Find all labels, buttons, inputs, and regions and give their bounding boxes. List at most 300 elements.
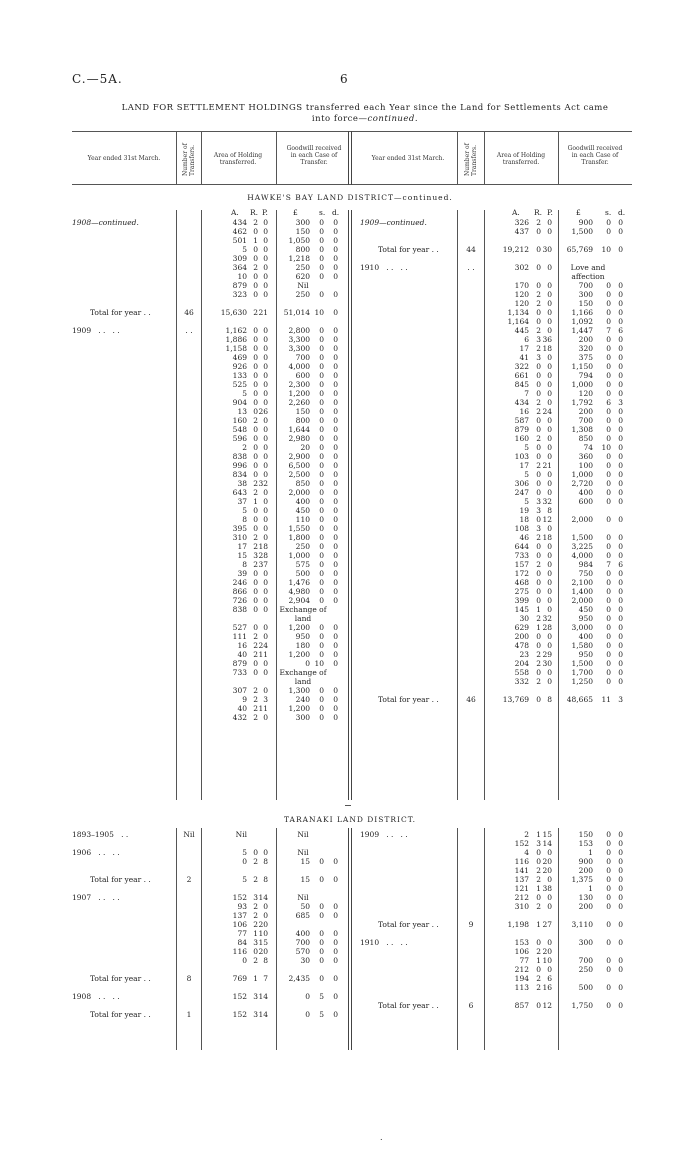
hb-right-cell-area-a: 30 xyxy=(519,614,529,623)
vrule-h2 xyxy=(201,131,202,185)
hb-left-cell-goodwill-pounds: 6,500 xyxy=(288,461,310,470)
col-header-number-left: Number of Transfers. xyxy=(182,143,196,177)
hb-left-cell-goodwill-pounds: 500 xyxy=(295,569,310,578)
hb-right-cell-area-p: 0 xyxy=(547,578,552,587)
tk-left-cell-area-r: 2 xyxy=(253,956,258,965)
hb-left-cell-area-r: 0 xyxy=(253,461,258,470)
hb-left-cell-area-a: 996 xyxy=(232,461,247,470)
tk-left-cell-area-r: 0 xyxy=(253,848,258,857)
tk-left-cell-goodwill-d: 0 xyxy=(333,1010,338,1019)
hb-right-cell-goodwill-d: 0 xyxy=(618,533,623,542)
tk-right-cell-goodwill-d: 0 xyxy=(618,902,623,911)
tk-right-cell-area-p: 20 xyxy=(542,857,552,866)
hb-left-cell-area-a: 15 xyxy=(237,551,247,560)
hb-left-cell-area-a: 838 xyxy=(232,452,247,461)
tk-left-cell-goodwill-s: 0 xyxy=(319,974,324,983)
hb-right-cell-area-r: 0 xyxy=(536,263,541,272)
hb-left-cell-area-r: 0 xyxy=(253,389,258,398)
hb-right-cell-area-a: 399 xyxy=(514,596,529,605)
tk-right-cell-area-p: 0 xyxy=(547,848,552,857)
tk-right-cell-goodwill-d: 0 xyxy=(618,866,623,875)
tk-left-cell-area-p: 7 xyxy=(263,974,268,983)
hb-right-cell-goodwill-s: 0 xyxy=(606,335,611,344)
hb-left-cell-goodwill-d: 0 xyxy=(333,308,338,317)
tk-right-cell-goodwill-s: 0 xyxy=(606,884,611,893)
hb-left-cell-area-p: 0 xyxy=(263,362,268,371)
hb-right-cell-goodwill-d: 0 xyxy=(618,542,623,551)
hb-left-cell-area-a: 527 xyxy=(232,623,247,632)
hb-left-cell-goodwill-d: 0 xyxy=(333,452,338,461)
hb-right-cell-goodwill-pounds: 1,500 xyxy=(571,533,593,542)
hb-left-cell-area-p: 0 xyxy=(263,389,268,398)
hb-right-cell-goodwill-s: 0 xyxy=(606,497,611,506)
hb-right-cell-area-a: 879 xyxy=(514,425,529,434)
hb-right-cell-area-p: 8 xyxy=(547,695,552,704)
hb-right-cell-goodwill-s: 0 xyxy=(606,569,611,578)
tk-left-cell-area-a: 152 xyxy=(232,992,247,1001)
hb-right-cell-goodwill-d: 0 xyxy=(618,227,623,236)
tk-left-cell-goodwill-pounds: Nil xyxy=(297,848,309,857)
tk-right-cell-area-a: 141 xyxy=(514,866,529,875)
tk-left-cell-area-r: 2 xyxy=(253,857,258,866)
hb-left-cell-goodwill-pounds: 250 xyxy=(295,542,310,551)
hb-left-cell-area-a: 309 xyxy=(232,254,247,263)
hb-right-cell-area-a: 5 xyxy=(524,497,529,506)
hb-right-cell-area-r: 0 xyxy=(536,443,541,452)
tk-left-cell-area-p: 8 xyxy=(263,956,268,965)
hb-left-cell-area-p: 0 xyxy=(263,713,268,722)
hb-right-cell-goodwill-d: 0 xyxy=(618,434,623,443)
hb-left-cell-goodwill-pounds: 1,050 xyxy=(288,236,310,245)
tk-right-cell-goodwill-pounds: 153 xyxy=(578,839,593,848)
hb-left-cell-goodwill-s: 0 xyxy=(319,227,324,236)
hb-right-cell-goodwill-d: 0 xyxy=(618,668,623,677)
hb-left-cell-goodwill-s: 0 xyxy=(319,263,324,272)
hb-left-cell-area-a: 904 xyxy=(232,398,247,407)
tk-right-cell-area-p: 14 xyxy=(542,839,552,848)
hb-right-cell-goodwill-pounds: 1,792 xyxy=(571,398,593,407)
hb-left-cell-goodwill-s: 0 xyxy=(319,713,324,722)
hb-right-cell-goodwill-s: 0 xyxy=(606,362,611,371)
hb-left-cell-goodwill-pounds: Exchange of xyxy=(279,668,327,677)
hb-left-cell-goodwill-s: 0 xyxy=(319,569,324,578)
hb-left-cell-area-a: 40 xyxy=(237,650,247,659)
tk-right-cell-goodwill-d: 0 xyxy=(618,956,623,965)
hb-right-cell-area-a: 41 xyxy=(519,353,529,362)
hb-left-cell-goodwill-d: 0 xyxy=(333,245,338,254)
tk-right-cell-goodwill-s: 0 xyxy=(606,965,611,974)
section-hawkes-bay: HAWKE'S BAY LAND DISTRICT—continued. xyxy=(247,193,453,202)
unit-r-r: R. xyxy=(534,208,543,217)
hb-right-cell-goodwill-s: 0 xyxy=(606,344,611,353)
tk-left-cell-label: 1906 . . . . xyxy=(72,848,120,857)
hb-left-cell-area-a: 364 xyxy=(232,263,247,272)
hb-right-cell-goodwill-pounds: 74 xyxy=(583,443,593,452)
hb-left-cell-area-a: 643 xyxy=(232,488,247,497)
tk-left-cell-area-r: 1 xyxy=(253,974,258,983)
hb-left-cell-area-p: 0 xyxy=(263,461,268,470)
hb-right-cell-transfers: 44 xyxy=(466,245,476,254)
hb-right-cell-area-a: 172 xyxy=(514,569,529,578)
hb-left-cell-goodwill-pounds: 150 xyxy=(295,227,310,236)
hb-right-cell-goodwill-d: 3 xyxy=(618,695,623,704)
hb-left-cell-goodwill-s: 0 xyxy=(319,704,324,713)
hb-left-cell-goodwill-d: 0 xyxy=(333,704,338,713)
hb-left-cell-area-p: 0 xyxy=(263,263,268,272)
hb-right-cell-area-a: 661 xyxy=(514,371,529,380)
hb-right-cell-goodwill-d: 0 xyxy=(618,587,623,596)
hb-left-cell-area-r: 0 xyxy=(253,434,258,443)
hb-right-cell-goodwill-pounds: 2,000 xyxy=(571,515,593,524)
hb-right-cell-area-a: 16 xyxy=(519,407,529,416)
hb-right-cell-area-p: 0 xyxy=(547,263,552,272)
hb-left-cell-area-r: 0 xyxy=(253,605,258,614)
hb-right-cell-area-r: 0 xyxy=(536,479,541,488)
tk-left-cell-area-r: 1 xyxy=(253,929,258,938)
hb-left-cell-area-r: 0 xyxy=(253,569,258,578)
hb-left-cell-goodwill-d: 0 xyxy=(333,686,338,695)
vrule-h-center xyxy=(348,131,352,185)
tk-right-cell-area-r: 0 xyxy=(536,857,541,866)
hb-left-cell-area-a: 434 xyxy=(232,218,247,227)
hb-left-cell-area-p: 0 xyxy=(263,416,268,425)
hb-right-cell-goodwill-d: 0 xyxy=(618,443,623,452)
page-mark: . xyxy=(380,1133,383,1142)
tk-right-cell-area-a: 153 xyxy=(514,938,529,947)
tk-right-cell-label: Total for year . . xyxy=(378,1001,439,1010)
hb-right-cell-area-r: 2 xyxy=(536,461,541,470)
vrule-b5 xyxy=(484,210,485,800)
hb-left-cell-area-a: 5 xyxy=(242,245,247,254)
hb-right-cell-area-p: 0 xyxy=(547,551,552,560)
hb-left-cell-area-p: 0 xyxy=(263,659,268,668)
tk-right-cell-area-a: 77 xyxy=(519,956,529,965)
hb-right-cell-area-r: 0 xyxy=(536,587,541,596)
hb-left-cell-area-r: 0 xyxy=(253,596,258,605)
hb-left-cell-goodwill-s: 0 xyxy=(319,686,324,695)
tk-left-cell-goodwill-pounds: 570 xyxy=(295,947,310,956)
tk-left-cell-goodwill-d: 0 xyxy=(333,911,338,920)
hb-left-cell-goodwill-d: 0 xyxy=(333,425,338,434)
col-header-number-right: Number of Transfers. xyxy=(464,143,478,177)
hb-right-cell-area-r: 0 xyxy=(536,380,541,389)
tk-right-cell-goodwill-d: 0 xyxy=(618,920,623,929)
hb-left-cell-goodwill-s: 0 xyxy=(319,497,324,506)
hb-right-cell-area-p: 0 xyxy=(547,443,552,452)
hb-right-cell-area-r: 0 xyxy=(536,641,541,650)
hb-left-cell-area-p: 0 xyxy=(263,353,268,362)
hb-right-cell-area-a: 145 xyxy=(514,605,529,614)
tk-right-cell-label: Total for year . . xyxy=(378,920,439,929)
hb-right-cell-goodwill-d: 0 xyxy=(618,452,623,461)
hb-left-cell-goodwill-pounds: 250 xyxy=(295,290,310,299)
tk-right-cell-area-a: 106 xyxy=(514,947,529,956)
hb-right-cell-goodwill-s: 0 xyxy=(606,353,611,362)
hb-left-cell-area-p: 0 xyxy=(263,668,268,677)
tk-right-cell-goodwill-pounds: 200 xyxy=(578,866,593,875)
tk-left-cell-area-p: 10 xyxy=(258,929,268,938)
hb-right-cell-goodwill-pounds: 700 xyxy=(578,416,593,425)
hb-left-cell-goodwill-s: 0 xyxy=(319,623,324,632)
tk-left-cell-area-r: 2 xyxy=(253,920,258,929)
hb-left-cell-goodwill-pounds: 800 xyxy=(295,245,310,254)
tk-left-cell-goodwill-d: 0 xyxy=(333,992,338,1001)
hb-right-cell-area-a: 23 xyxy=(519,650,529,659)
hb-right-cell-area-a: 1,134 xyxy=(507,308,529,317)
hb-left-cell-area-r: 2 xyxy=(253,686,258,695)
hb-left-cell-goodwill-d: 0 xyxy=(333,632,338,641)
hb-right-cell-goodwill-d: 0 xyxy=(618,569,623,578)
hb-left-cell-goodwill-d: 0 xyxy=(333,641,338,650)
hb-left-cell-goodwill-d: 0 xyxy=(333,443,338,452)
hb-right-cell-goodwill-pounds: 1,166 xyxy=(571,308,593,317)
tk-left-cell-goodwill-d: 0 xyxy=(333,902,338,911)
hb-right-cell-area-a: 445 xyxy=(514,326,529,335)
hb-left-cell-goodwill-pounds: 575 xyxy=(295,560,310,569)
hb-right-cell-goodwill-s: 0 xyxy=(606,551,611,560)
tk-right-cell-area-r: 1 xyxy=(536,920,541,929)
tk-right-cell-goodwill-d: 0 xyxy=(618,848,623,857)
hb-right-cell-area-a: 17 xyxy=(519,461,529,470)
tk-right-cell-area-r: 2 xyxy=(536,875,541,884)
hb-left-cell-goodwill-d: 0 xyxy=(333,263,338,272)
hb-left-cell-goodwill-pounds: 1,644 xyxy=(288,425,310,434)
hb-right-cell-goodwill-pounds: 2,100 xyxy=(571,578,593,587)
tk-right-cell-area-p: 27 xyxy=(542,920,552,929)
tk-right-cell-area-p: 12 xyxy=(542,1001,552,1010)
hb-left-cell-transfers: 46 xyxy=(184,308,194,317)
tk-left-cell-area-a: 116 xyxy=(232,947,247,956)
hb-right-cell-area-p: 0 xyxy=(547,362,552,371)
hb-left-cell-area-a: 17 xyxy=(237,542,247,551)
hb-right-cell-goodwill-pounds: 2,720 xyxy=(571,479,593,488)
unit-s-r: s. xyxy=(605,208,612,217)
hb-right-cell-area-a: 478 xyxy=(514,641,529,650)
hb-right-cell-goodwill-pounds: 1,580 xyxy=(571,641,593,650)
hb-right-cell-goodwill-pounds: 360 xyxy=(578,452,593,461)
vrule-t4 xyxy=(457,828,458,1050)
hb-left-cell-goodwill-pounds: Nil xyxy=(297,281,309,290)
hb-left-cell-area-r: 0 xyxy=(253,506,258,515)
hb-left-cell-goodwill-pounds: 2,500 xyxy=(288,470,310,479)
hb-left-cell-goodwill-pounds: 400 xyxy=(295,497,310,506)
hb-right-cell-area-r: 0 xyxy=(536,425,541,434)
hb-left-cell-area-r: 2 xyxy=(253,695,258,704)
vrule-t5 xyxy=(484,828,485,1050)
tk-left-cell-goodwill-d: 0 xyxy=(333,947,338,956)
hb-right-cell-area-p: 0 xyxy=(547,425,552,434)
tk-right-cell-area-r: 0 xyxy=(536,893,541,902)
tk-right-cell-area-a: 857 xyxy=(514,1001,529,1010)
tk-left-cell-goodwill-d: 0 xyxy=(333,956,338,965)
tk-left-cell-area-p: 0 xyxy=(263,902,268,911)
hb-right-cell-goodwill-s: 0 xyxy=(606,479,611,488)
hb-right-cell-area-r: 3 xyxy=(536,353,541,362)
hb-left-cell-goodwill-pounds: 3,300 xyxy=(288,344,310,353)
hb-left-cell-goodwill-pounds: Exchange of xyxy=(279,605,327,614)
tk-right-cell-area-a: 2 xyxy=(524,830,529,839)
hb-left-cell-goodwill-d: 0 xyxy=(333,470,338,479)
vrule-t1 xyxy=(176,828,177,1050)
tk-right-cell-area-r: 2 xyxy=(536,947,541,956)
hb-right-cell-area-a: 332 xyxy=(514,677,529,686)
hb-right-cell-goodwill-d: 0 xyxy=(618,317,623,326)
tk-left-cell-area-p: 14 xyxy=(258,1010,268,1019)
hb-left-cell-goodwill-d: 0 xyxy=(333,398,338,407)
hb-left-cell-area-p: 0 xyxy=(263,515,268,524)
hb-right-cell-goodwill-d: 0 xyxy=(618,218,623,227)
hb-left-cell-goodwill-d: 0 xyxy=(333,560,338,569)
hb-right-cell-goodwill-pounds: 1,500 xyxy=(571,227,593,236)
hb-left-cell-area-a: 525 xyxy=(232,380,247,389)
hb-right-cell-goodwill-s: 0 xyxy=(606,614,611,623)
unit-d: d. xyxy=(332,208,340,217)
hb-right-cell-area-a: 434 xyxy=(514,398,529,407)
tk-right-cell-goodwill-d: 0 xyxy=(618,857,623,866)
hb-right-cell-goodwill-pounds: Love and xyxy=(570,263,606,272)
tk-left-cell-goodwill-s: 0 xyxy=(319,875,324,884)
hb-left-cell-area-a: 246 xyxy=(232,578,247,587)
tk-right-cell-goodwill-s: 0 xyxy=(606,938,611,947)
tk-left-cell-area-r: 3 xyxy=(253,992,258,1001)
hb-right-cell-goodwill-d: 0 xyxy=(618,677,623,686)
hb-left-cell-area-r: 2 xyxy=(253,488,258,497)
hb-left-cell-area-p: 0 xyxy=(263,488,268,497)
hb-left-cell-area-p: 0 xyxy=(263,227,268,236)
tk-right-cell-goodwill-d: 0 xyxy=(618,965,623,974)
tk-left-cell-area-a: 152 xyxy=(232,893,247,902)
hb-right-cell-goodwill-s: 0 xyxy=(606,659,611,668)
hb-right-cell-transfers: . . xyxy=(467,263,475,272)
hb-right-cell-goodwill-d: 0 xyxy=(618,344,623,353)
hb-left-cell-goodwill-s: 0 xyxy=(319,407,324,416)
hb-left-cell-area-r: 0 xyxy=(253,326,258,335)
tk-left-cell-goodwill-s: 0 xyxy=(319,956,324,965)
hb-right-cell-area-r: 0 xyxy=(536,695,541,704)
hb-right-cell-area-a: 1,164 xyxy=(507,317,529,326)
hb-right-cell-area-p: 0 xyxy=(547,560,552,569)
hb-left-cell-goodwill-d: 0 xyxy=(333,416,338,425)
hb-right-cell-goodwill-s: 0 xyxy=(606,623,611,632)
hb-left-cell-goodwill-pounds: 2,900 xyxy=(288,452,310,461)
hb-right-cell-goodwill-pounds: 950 xyxy=(578,650,593,659)
tk-right-cell-goodwill-s: 0 xyxy=(606,857,611,866)
tk-left-cell-goodwill-pounds: 0 xyxy=(305,992,310,1001)
hb-right-cell-area-r: 0 xyxy=(536,389,541,398)
hb-right-cell-area-p: 0 xyxy=(547,488,552,497)
hb-right-cell-goodwill-d: 0 xyxy=(618,281,623,290)
hb-left-cell-area-a: 501 xyxy=(232,236,247,245)
hb-left-cell-area-r: 0 xyxy=(253,398,258,407)
hb-left-cell-area-r: 0 xyxy=(253,362,258,371)
hb-left-cell-goodwill-pounds: 950 xyxy=(295,632,310,641)
tk-right-cell-goodwill-d: 0 xyxy=(618,1001,623,1010)
hb-right-cell-area-p: 18 xyxy=(542,344,552,353)
hb-right-cell-area-r: 2 xyxy=(536,290,541,299)
tk-right-cell-area-p: 20 xyxy=(542,866,552,875)
hb-right-cell-goodwill-pounds: 48,665 xyxy=(566,695,593,704)
vrule-b6 xyxy=(558,210,559,800)
hb-left-cell-goodwill-d: 0 xyxy=(333,533,338,542)
hb-left-cell-area-r: 0 xyxy=(253,245,258,254)
hb-right-cell-goodwill-d: 0 xyxy=(618,470,623,479)
hb-right-cell-goodwill-pounds: 100 xyxy=(578,461,593,470)
hb-right-cell-goodwill-s: 0 xyxy=(606,281,611,290)
tk-left-cell-area-a: 152 xyxy=(232,1010,247,1019)
hb-left-cell-area-a: 395 xyxy=(232,524,247,533)
hb-left-cell-goodwill-s: 0 xyxy=(319,542,324,551)
tk-left-cell-area-r: 2 xyxy=(253,875,258,884)
hb-left-cell-area-p: 0 xyxy=(263,371,268,380)
hb-left-cell-goodwill-pounds: 450 xyxy=(295,506,310,515)
hb-left-cell-area-p: 0 xyxy=(263,281,268,290)
tk-right-cell-goodwill-d: 0 xyxy=(618,875,623,884)
hb-left-cell-area-r: 3 xyxy=(253,551,258,560)
tk-right-cell-goodwill-s: 0 xyxy=(606,956,611,965)
hb-right-cell-goodwill-pounds: 794 xyxy=(578,371,593,380)
tk-right-cell-area-r: 2 xyxy=(536,902,541,911)
hb-right-cell-goodwill-d: 6 xyxy=(618,326,623,335)
hb-left-cell-goodwill-s: 0 xyxy=(319,245,324,254)
hb-left-cell-goodwill-pounds: 4,000 xyxy=(288,362,310,371)
hb-left-cell-goodwill-s: 0 xyxy=(319,389,324,398)
hb-right-cell-area-a: 120 xyxy=(514,290,529,299)
hb-left-cell-area-p: 28 xyxy=(258,551,268,560)
hb-right-cell-goodwill-d: 0 xyxy=(618,335,623,344)
hb-right-cell-goodwill-d: 0 xyxy=(618,596,623,605)
hb-left-cell-goodwill-s: 0 xyxy=(319,533,324,542)
tk-left-cell-goodwill-pounds: 50 xyxy=(300,902,310,911)
unit-pound: £ xyxy=(293,208,298,217)
hb-right-cell-goodwill-pounds: 1,000 xyxy=(571,380,593,389)
hb-left-cell-area-a: 838 xyxy=(232,605,247,614)
hb-right-cell-area-r: 0 xyxy=(536,470,541,479)
hb-right-cell-goodwill-s: 0 xyxy=(606,542,611,551)
hb-left-cell-goodwill-d: 0 xyxy=(333,488,338,497)
section-taranaki: TARANAKI LAND DISTRICT. xyxy=(283,815,417,824)
hb-right-cell-area-p: 32 xyxy=(542,614,552,623)
tk-left-cell-goodwill-pounds: 15 xyxy=(300,875,310,884)
hb-left-cell-goodwill-d: 0 xyxy=(333,326,338,335)
tk-left-cell-area-a: 5 xyxy=(242,875,247,884)
hb-left-cell-goodwill-s: 0 xyxy=(319,515,324,524)
hb-left-cell-area-r: 2 xyxy=(253,713,258,722)
hb-left-cell-area-a: 133 xyxy=(232,371,247,380)
hb-left-cell-area-a: 37 xyxy=(237,497,247,506)
hb-left-cell-goodwill-d: 0 xyxy=(333,371,338,380)
hb-left-cell-goodwill-pounds: 1,000 xyxy=(288,551,310,560)
hb-right-cell-goodwill-pounds: 1,150 xyxy=(571,362,593,371)
hb-left-cell-goodwill-s: 0 xyxy=(319,254,324,263)
tk-left-cell-goodwill-s: 0 xyxy=(319,911,324,920)
hb-left-cell-area-r: 0 xyxy=(253,425,258,434)
hb-right-cell-goodwill-pounds: 3,225 xyxy=(571,542,593,551)
hb-right-cell-area-p: 0 xyxy=(547,389,552,398)
tk-right-cell-goodwill-s: 0 xyxy=(606,866,611,875)
rule-mid xyxy=(345,805,351,806)
hb-left-cell-area-p: 0 xyxy=(263,578,268,587)
hb-left-cell-goodwill-d: 0 xyxy=(333,227,338,236)
document-code: C.—5A. xyxy=(72,72,123,86)
tk-left-cell-area-a: 84 xyxy=(237,938,247,947)
hb-right-cell-area-p: 0 xyxy=(547,308,552,317)
tk-left-cell-goodwill-s: 0 xyxy=(319,938,324,947)
hb-right-cell-area-a: 5 xyxy=(524,470,529,479)
hb-right-cell-area-r: 2 xyxy=(536,218,541,227)
hb-left-cell-area-a: 8 xyxy=(242,560,247,569)
hb-right-cell-area-a: 275 xyxy=(514,587,529,596)
hb-left-cell-goodwill-pounds: 1,476 xyxy=(288,578,310,587)
